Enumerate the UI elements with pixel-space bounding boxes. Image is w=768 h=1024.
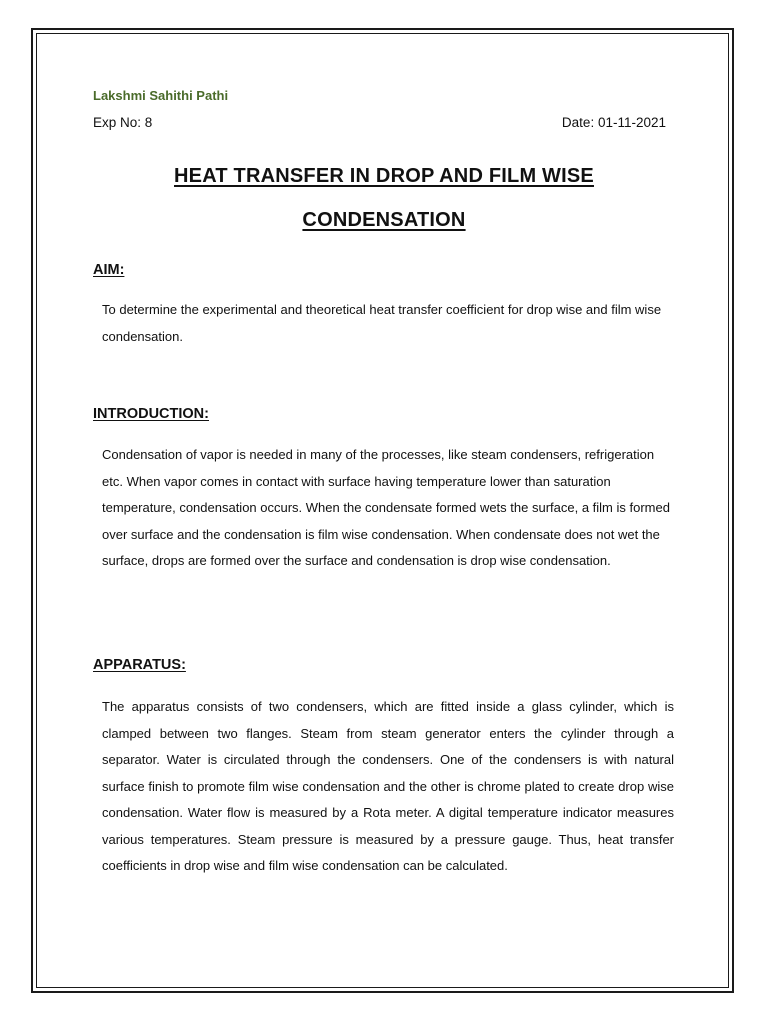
document-title-line-1: HEAT TRANSFER IN DROP AND FILM WISE <box>174 165 594 187</box>
introduction-heading: INTRODUCTION: <box>93 406 209 422</box>
introduction-paragraph: Condensation of vapor is needed in many of the processes, like steam condensers, refrigeration etc. When vapor comes in contact with surface having temperature lower than saturation temperature, condensation occurs. When the condensate formed wets the surface, a film is formed over surface and the condensation is film wise condensation. When condensate does not wet the surface, drops are formed over the surface and condensation is drop wise condensation. <box>102 447 670 568</box>
document-title-line-2: CONDENSATION <box>302 209 466 231</box>
apparatus-paragraph: The apparatus consists of two condensers, which are fitted inside a glass cylinder, which is clamped between two flanges. Steam from steam generator enters the cylinder through a separator. Water is circulated through the condensers. One of the condensers is with natural surface finish to promote film wise condensation and the other is chrome plated to create drop wise condensation. Water flow is measured by a Rota meter. A digital temperature indicator measures various temperatures. Steam pressure is measured by a pressure gauge. Thus, heat transfer coefficients in drop wise and film wise condensation can be calculated. <box>102 699 674 873</box>
apparatus-heading: APPARATUS: <box>93 657 186 673</box>
aim-heading: AIM: <box>93 262 125 278</box>
experiment-number: Exp No: 8 <box>93 115 153 130</box>
author-name: Lakshmi Sahithi Pathi <box>93 88 229 103</box>
experiment-date: Date: 01-11-2021 <box>561 115 666 130</box>
aim-paragraph: To determine the experimental and theoretical heat transfer coefficient for drop wise and film wise condensation. <box>102 302 662 344</box>
